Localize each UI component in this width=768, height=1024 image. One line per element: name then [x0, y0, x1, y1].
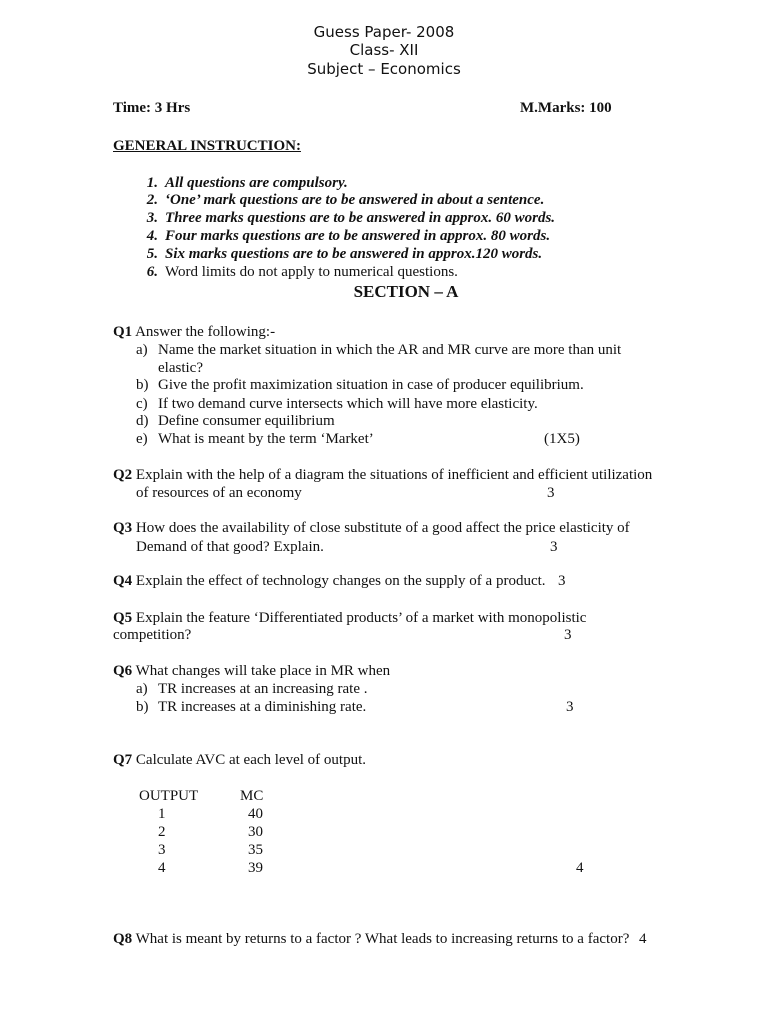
question-label: Q5 [113, 610, 133, 626]
list-item [136, 377, 584, 394]
table-cell-output: 3 [158, 842, 166, 858]
instructions-heading: GENERAL INSTRUCTION: [113, 138, 301, 154]
question-label: Q3 [113, 520, 133, 536]
instruction-text: Three marks questions are to be answered in approx. 60 words. [165, 210, 556, 226]
table-cell-mc: 40 [248, 806, 263, 822]
part-text: TR increases at an increasing rate . [158, 681, 368, 697]
instruction-text: Word limits do not apply to numerical questions. [165, 264, 458, 280]
table-cell-output: 4 [158, 860, 166, 876]
list-item [136, 342, 621, 359]
instruction-text: ‘One’ mark questions are to be answered in about a sentence. [165, 192, 545, 208]
question-label: Q1 [113, 324, 133, 340]
instruction-number: 2. [146, 192, 158, 208]
table-cell-mc: 35 [248, 842, 263, 858]
subject-line: Subject – Economics [307, 60, 461, 78]
question-text: Explain with the help of a diagram the situations of inefficient and efficient utilization [132, 467, 653, 483]
instruction-item [136, 192, 544, 209]
marks: 4 [576, 860, 584, 876]
instruction-number: 6. [146, 264, 158, 280]
table-cell-mc: 30 [248, 824, 263, 840]
question-2 [113, 467, 652, 484]
list-item [136, 699, 366, 716]
list-item [136, 431, 374, 448]
question-1 [113, 324, 275, 341]
max-marks-label: M.Marks: 100 [520, 100, 612, 116]
instruction-text: All questions are compulsory. [165, 175, 348, 191]
time-label: Time: 3 Hrs [113, 100, 191, 116]
instruction-number: 3. [146, 210, 158, 226]
question-7 [113, 752, 366, 769]
table-header-output: OUTPUT [139, 788, 199, 804]
table-header-mc: MC [240, 788, 264, 804]
section-heading: SECTION – A [353, 282, 459, 301]
part-letter: b) [136, 699, 149, 715]
part-letter: a) [136, 681, 148, 697]
instruction-text: Six marks questions are to be answered in approx.120 words. [165, 246, 543, 262]
part-text: TR increases at a diminishing rate. [158, 699, 367, 715]
question-text: Explain the feature ‘Differentiated products’ of a market with monopolistic [132, 610, 587, 626]
question-label: Q6 [113, 663, 133, 679]
part-text: Define consumer equilibrium [158, 413, 335, 429]
class-line: Class- XII [349, 41, 419, 59]
marks: 4 [639, 931, 647, 947]
instruction-item [136, 264, 458, 281]
question-label: Q4 [113, 573, 133, 589]
table-cell-output: 2 [158, 824, 166, 840]
marks: 3 [558, 573, 566, 589]
marks: (1X5) [544, 431, 580, 447]
part-letter: a) [136, 342, 148, 358]
part-text: If two demand curve intersects which will have more elasticity. [158, 396, 538, 412]
list-item [136, 681, 368, 698]
marks: 3 [566, 699, 574, 715]
instruction-number: 1. [146, 175, 158, 191]
question-text: Calculate AVC at each level of output. [132, 752, 366, 768]
part-text-continued: elastic? [158, 360, 203, 376]
question-text-continued: competition? [113, 627, 192, 643]
part-text: Name the market situation in which the AR and MR curve are more than unit [158, 342, 622, 358]
instruction-text: Four marks questions are to be answered in approx. 80 words. [165, 228, 551, 244]
table-cell-mc: 39 [248, 860, 263, 876]
part-letter: e) [136, 431, 148, 447]
instruction-number: 5. [146, 246, 158, 262]
marks: 3 [547, 485, 555, 501]
question-text: What changes will take place in MR when [132, 663, 391, 679]
question-text-continued: Demand of that good? Explain. [136, 539, 324, 555]
instruction-number: 4. [146, 228, 158, 244]
instruction-item [136, 246, 542, 263]
paper-title: Guess Paper- 2008 [313, 23, 455, 41]
marks: 3 [550, 539, 558, 555]
instruction-item [136, 228, 550, 245]
list-item [136, 396, 538, 413]
table-cell-output: 1 [158, 806, 166, 822]
question-text: Explain the effect of technology changes on the supply of a product. [132, 573, 546, 589]
instruction-item [136, 210, 555, 227]
part-letter: c) [136, 396, 148, 412]
part-text: What is meant by the term ‘Market’ [158, 431, 374, 447]
question-text: Answer the following:- [132, 324, 276, 340]
question-3 [113, 520, 630, 537]
question-5 [113, 610, 586, 627]
question-6 [113, 663, 390, 680]
list-item [136, 413, 335, 430]
question-text: How does the availability of close substitute of a good affect the price elasticity of [132, 520, 630, 536]
question-8 [113, 931, 629, 948]
part-letter: b) [136, 377, 149, 393]
question-4 [113, 573, 546, 590]
part-text: Give the profit maximization situation in case of producer equilibrium. [158, 377, 584, 393]
question-label: Q2 [113, 467, 133, 483]
marks: 3 [564, 627, 572, 643]
instruction-item [136, 175, 348, 192]
question-label: Q7 [113, 752, 133, 768]
question-text: What is meant by returns to a factor ? What leads to increasing returns to a factor? [132, 931, 630, 947]
question-label: Q8 [113, 931, 133, 947]
part-letter: d) [136, 413, 149, 429]
question-text-continued: of resources of an economy [136, 485, 302, 501]
